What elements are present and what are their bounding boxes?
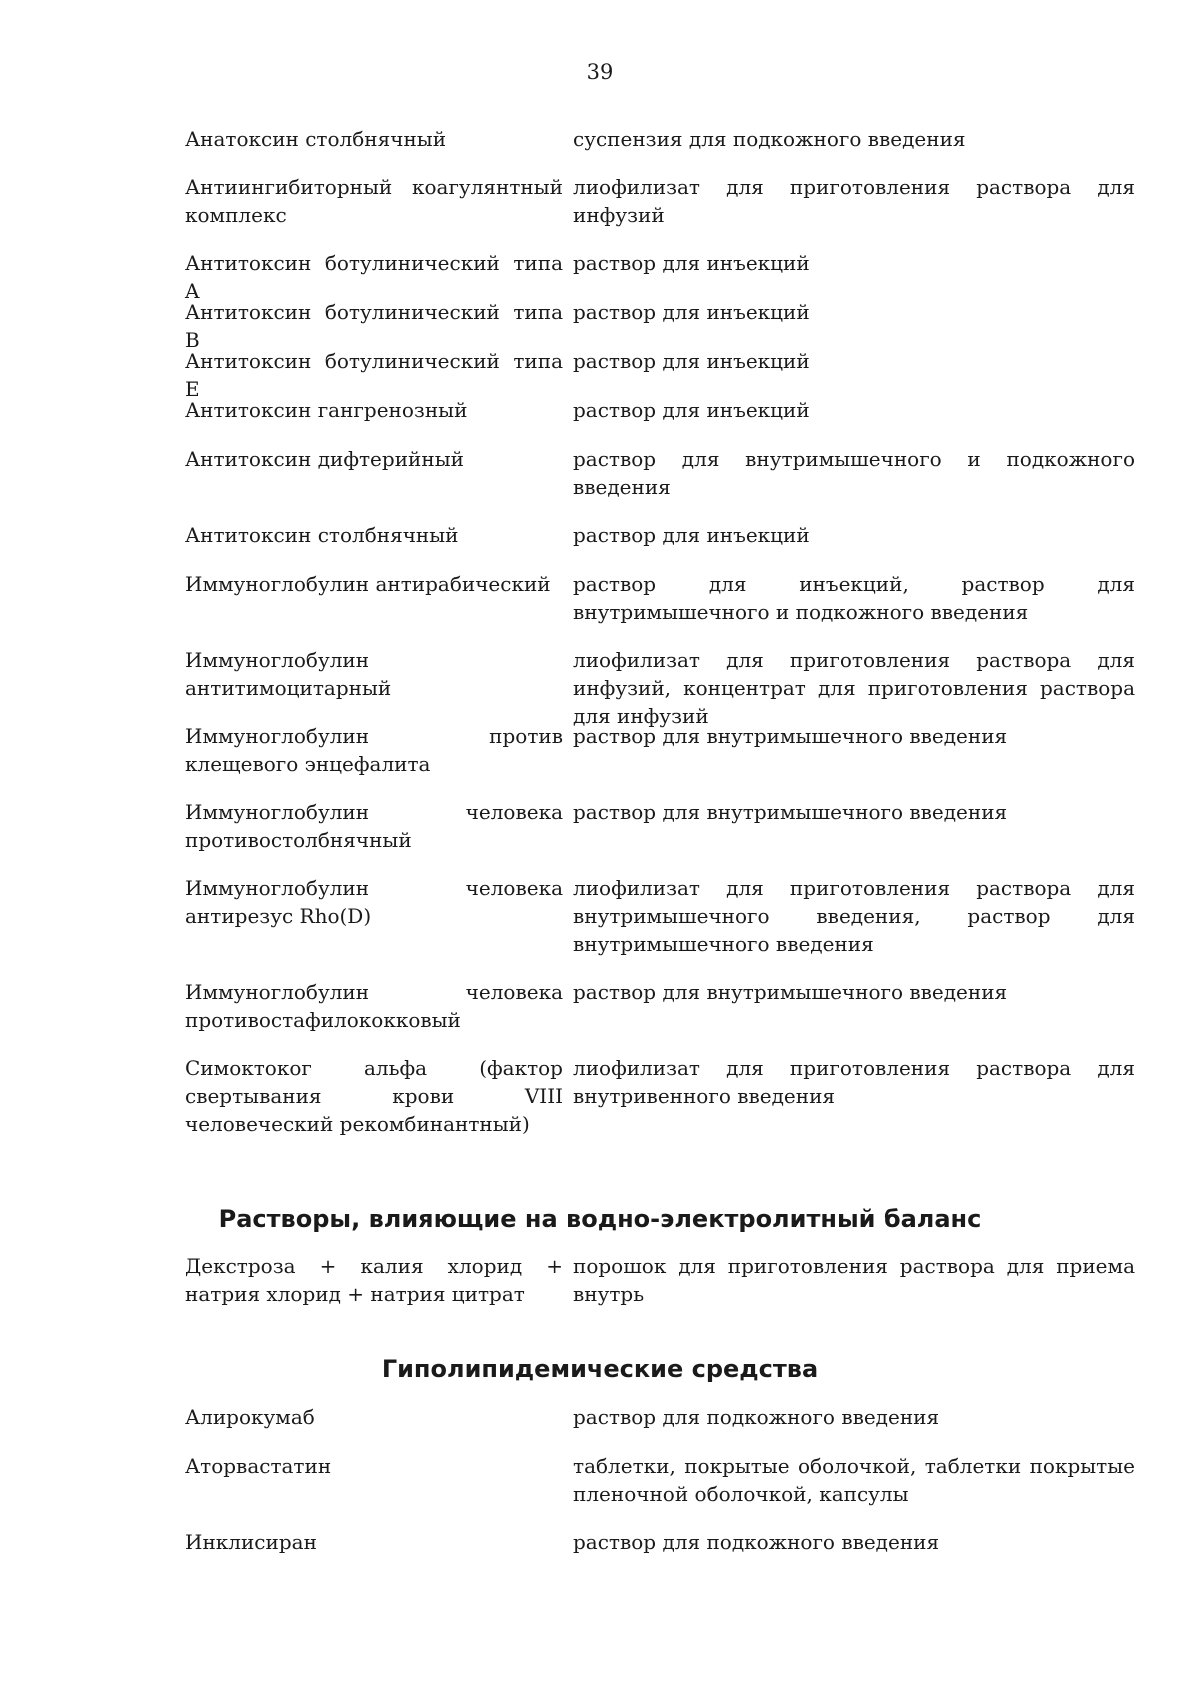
dosage-form: лиофилизат для приготовления раствора для внутримышечного введения, раствор для внутримышечного введения <box>573 876 1135 956</box>
section-heading: Гиполипидемические средства <box>381 1355 819 1383</box>
dosage-form: раствор для внутримышечного и подкожного введения <box>573 447 1135 499</box>
dosage-form: лиофилизат для приготовления раствора для внутривенного введения <box>573 1056 1135 1108</box>
drug-name: Иммуноглобулин против клещевого энцефалита <box>185 724 563 776</box>
drug-name: Симоктоког альфа (фактор свертывания крови VIII человеческий рекомбинантный) <box>185 1056 563 1136</box>
drug-name: Антитоксин ботулинический типа E <box>185 349 563 401</box>
drug-name: Антитоксин столбнячный <box>185 523 459 547</box>
drug-name: Антитоксин гангренозный <box>185 398 468 422</box>
drug-name: Инклисиран <box>185 1530 317 1554</box>
drug-name: Иммуноглобулин человека противостафилококковый <box>185 980 563 1032</box>
page-number: 39 <box>586 60 614 84</box>
dosage-form: лиофилизат для приготовления раствора для инфузий, концентрат для приготовления раствора для инфузий <box>573 648 1135 728</box>
dosage-form: раствор для подкожного введения <box>573 1530 940 1554</box>
dosage-form: суспензия для подкожного введения <box>573 127 966 151</box>
section-heading: Растворы, влияющие на водно-электролитный баланс <box>218 1205 982 1233</box>
dosage-form: раствор для инъекций, раствор для внутримышечного и подкожного введения <box>573 572 1135 624</box>
drug-name: Иммуноглобулин человека антирезус Rho(D) <box>185 876 563 928</box>
drug-name: Алирокумаб <box>185 1405 315 1429</box>
dosage-form: раствор для внутримышечного введения <box>573 800 1008 824</box>
drug-name: Антитоксин ботулинический типа B <box>185 300 563 352</box>
dosage-form: раствор для внутримышечного введения <box>573 724 1008 748</box>
drug-name: Антитоксин ботулинический типа A <box>185 251 563 303</box>
drug-name: Иммуноглобулин антитимоцитарный <box>185 648 392 700</box>
drug-name: Иммуноглобулин антирабический <box>185 572 551 596</box>
dosage-form: раствор для инъекций <box>573 300 810 324</box>
dosage-form: таблетки, покрытые оболочкой, таблетки покрытые пленочной оболочкой, капсулы <box>573 1454 1135 1506</box>
drug-name: Декстроза + калия хлорид + натрия хлорид + натрия цитрат <box>185 1254 563 1306</box>
dosage-form: раствор для инъекций <box>573 251 810 275</box>
dosage-form: раствор для подкожного введения <box>573 1405 940 1429</box>
drug-name: Анатоксин столбнячный <box>185 127 447 151</box>
dosage-form: раствор для инъекций <box>573 523 810 547</box>
drug-name: Антиингибиторный коагулянтный комплекс <box>185 175 563 227</box>
dosage-form: раствор для внутримышечного введения <box>573 980 1008 1004</box>
drug-name: Антитоксин дифтерийный <box>185 447 464 471</box>
drug-name: Аторвастатин <box>185 1454 332 1478</box>
dosage-form: лиофилизат для приготовления раствора для инфузий <box>573 175 1135 227</box>
dosage-form: раствор для инъекций <box>573 349 810 373</box>
dosage-form: раствор для инъекций <box>573 398 810 422</box>
drug-name: Иммуноглобулин человека противостолбнячный <box>185 800 563 852</box>
dosage-form: порошок для приготовления раствора для приема внутрь <box>573 1254 1135 1306</box>
